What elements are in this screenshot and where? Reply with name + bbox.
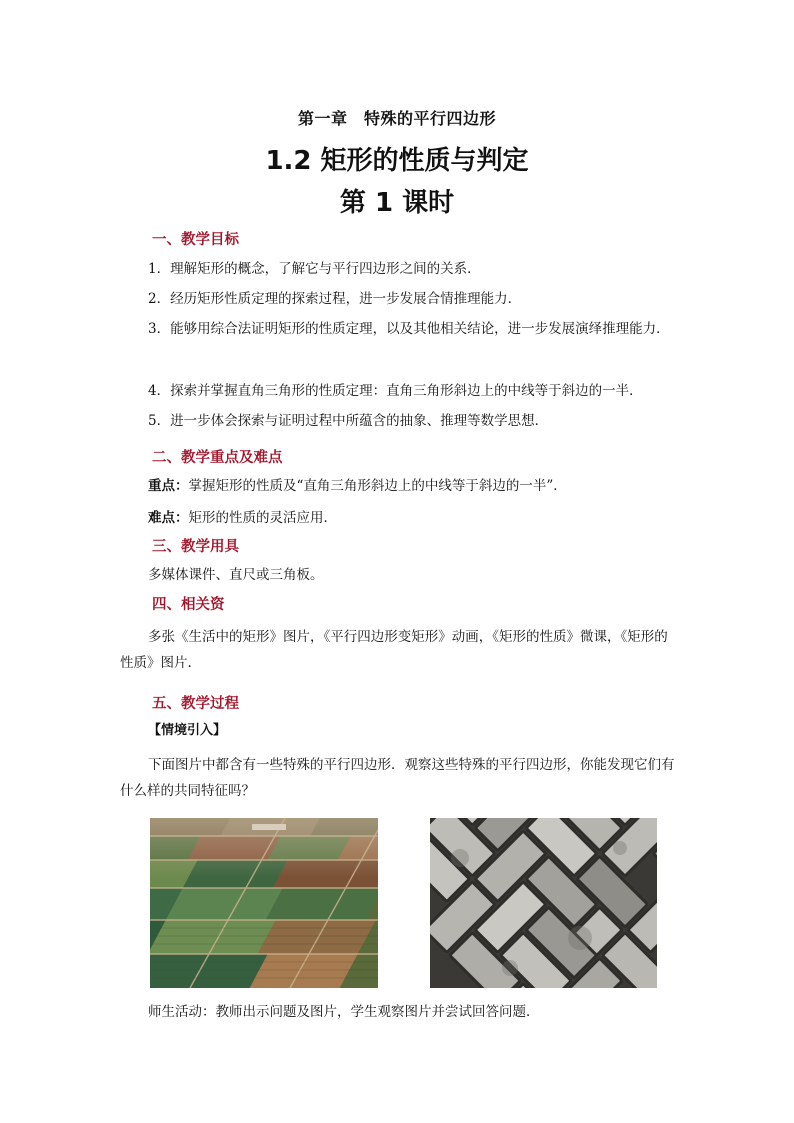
resources-text: 多张《生活中的矩形》图片，《平行四边形变矩形》动画，《矩形的性质》微课，《矩形的性质》图片. (120, 629, 668, 671)
activity-text: 师生活动：教师出示问题及图片，学生观察图片并尝试回答问题． (148, 1004, 540, 1020)
farm-fields-photo (150, 818, 378, 988)
lesson-title: 1.2 矩形的性质与判定 (265, 146, 529, 176)
tools-text: 多媒体课件、直尺或三角板。 (148, 567, 324, 583)
scenario-text: 下面图片中都含有一些特殊的平行四边形．观察这些特殊的平行四边形，你能发现它们有什么样的共同特征吗？ (120, 757, 675, 799)
difficulty-text: 矩形的性质的灵活应用． (188, 510, 337, 526)
goal-item-3: 3．能够用综合法证明矩形的性质定理，以及其他相关结论，进一步发展演绎推理能力． (148, 321, 670, 337)
lesson-period: 第 1 课时 (339, 188, 455, 218)
key-text: 掌握矩形的性质及“直角三角形斜边上的中线等于斜边的一半”． (188, 478, 567, 494)
brick-paving-photo (430, 818, 657, 988)
difficulty-label: 难点： (148, 510, 189, 526)
section-heading-process: 五、教学过程 (152, 696, 239, 712)
section-heading-goals: 一、教学目标 (152, 232, 239, 248)
section-heading-tools: 三、教学用具 (152, 539, 239, 555)
goal-item-5: 5．进一步体会探索与证明过程中所蕴含的抽象、推理等数学思想． (148, 413, 549, 429)
goal-item-4: 4．探索并掌握直角三角形的性质定理：直角三角形斜边上的中线等于斜边的一半． (148, 383, 643, 399)
goal-item-2: 2．经历矩形性质定理的探索过程，进一步发展合情推理能力． (148, 291, 522, 307)
key-label: 重点： (148, 478, 189, 494)
key-point (148, 473, 688, 499)
farm-fields-illustration (150, 818, 378, 988)
scenario-label: 【情境引入】 (148, 723, 227, 738)
brick-paving-illustration (430, 818, 657, 988)
difficulty-point (148, 505, 688, 531)
goal-item-1: 1．理解矩形的概念，了解它与平行四边形之间的关系． (148, 261, 481, 277)
chapter-title: 第一章 特殊的平行四边形 (297, 109, 496, 128)
section-heading-resources: 四、相关资 (152, 597, 225, 613)
section-heading-key-points: 二、教学重点及难点 (152, 450, 283, 466)
